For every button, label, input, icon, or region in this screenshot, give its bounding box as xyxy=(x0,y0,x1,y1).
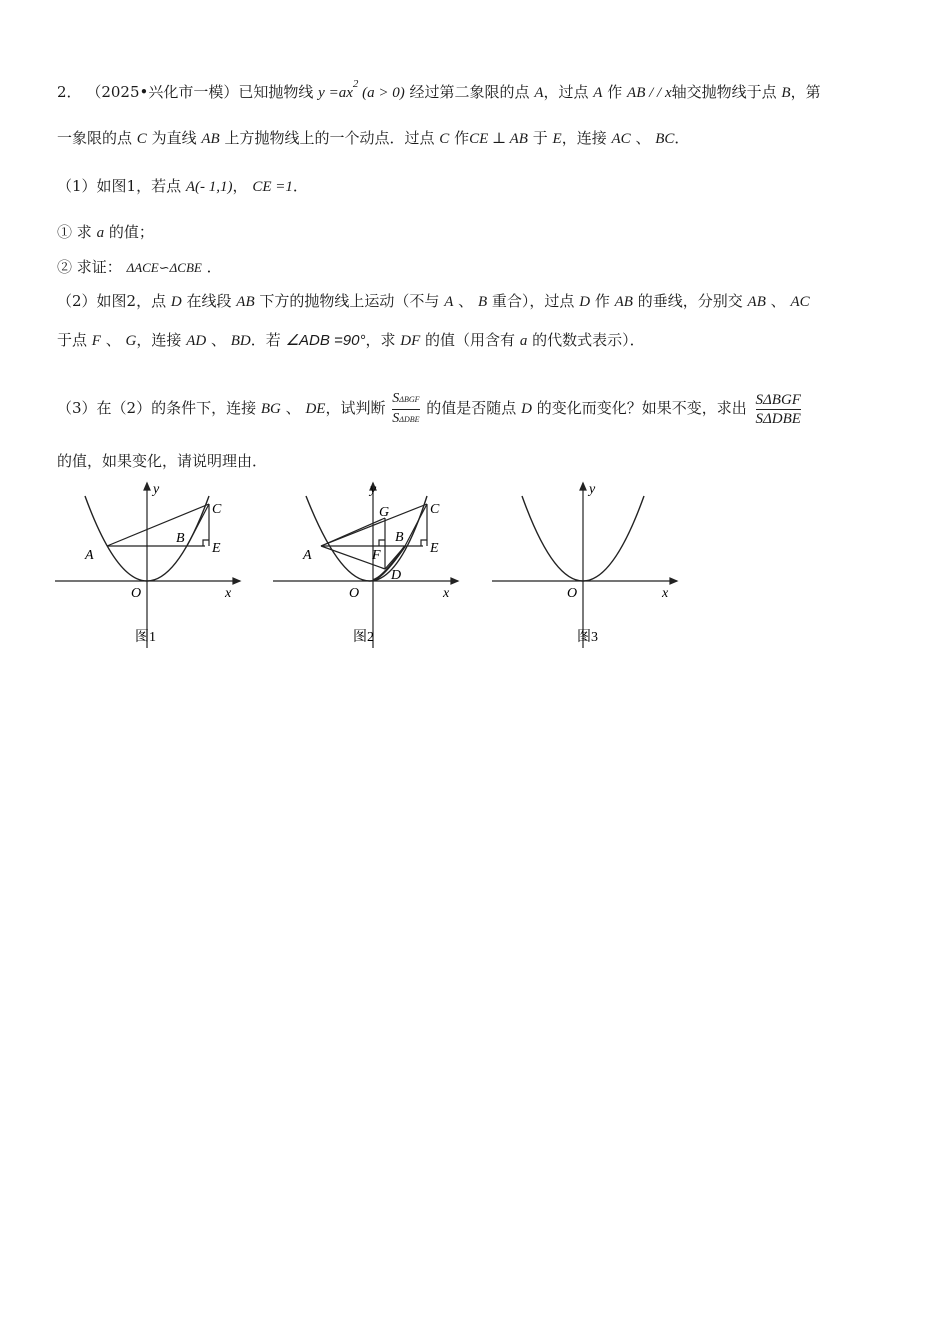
problem-line-2: 一象限的点 C 为直线 AB 上方抛物线上的一个动点．过点 C 作CE ⊥ AB 于 E，连接 AC 、 BC． xyxy=(57,129,690,147)
fig1-label-E: E xyxy=(212,541,221,556)
fraction-large: $\frac{\text{SΔBGF}}{\text{SΔDBE}}$ xyxy=(755,391,801,427)
fig1-label-A: A xyxy=(85,548,94,563)
fig2-label-y: y xyxy=(370,482,377,497)
part3-line-2: 的值，如果变化，请说明理由． xyxy=(57,452,268,470)
problem-line-1: 2． （2025•兴化市一模）已知抛物线 $y =ax^2$ (a > 0) 经过第二象限的点 A，过点 A 作 AB / / x轴交抛物线于点 B，第 xyxy=(57,78,821,101)
fig2-label-x: x xyxy=(443,586,450,601)
fig1-label-y: y xyxy=(153,482,160,497)
fig2-label-F: F xyxy=(372,548,381,563)
problem-source: （2025•兴化市一模） xyxy=(86,83,239,101)
fig3-label-O: O xyxy=(567,586,578,601)
fig2-label-C: C xyxy=(430,502,440,517)
fig1-caption: 图1 xyxy=(135,630,156,645)
fig1-label-B: B xyxy=(176,531,185,546)
fig2-label-B: B xyxy=(395,530,404,545)
part2-line-2: 于点 F 、 G，连接 AD 、 BD．若 ∠ADB =90°，求 DF 的值（用含有 a 的代数式表示）． xyxy=(57,331,645,349)
part1-q1: ① 求 a 的值； xyxy=(57,223,154,241)
problem-number: 2． xyxy=(57,83,82,101)
figure-2 xyxy=(273,478,468,653)
fig1-label-O: O xyxy=(131,586,142,601)
fig2-label-D: D xyxy=(391,568,402,583)
part1-line: （1）如图1，若点 A(- 1,1)， CE =1． xyxy=(57,177,308,195)
fig1-label-C: C xyxy=(212,502,222,517)
fig2-label-E: E xyxy=(430,541,439,556)
part1-q2: ② 求证： ΔACE∽ΔCBE ． xyxy=(57,258,222,276)
fig2-label-O: O xyxy=(349,586,360,601)
fig3-label-x: x xyxy=(662,586,669,601)
part3-line-1: （3）在（2）的条件下，连接 BG 、 DE，试判断 $\frac{\text{SΔBGF}}{\text{SΔDBE}}$ 的值是否随点 D 的变化而变化？如果不变，求出 $\frac{\text{SΔBGF}}{\text{SΔDBE}}$ xyxy=(57,390,801,427)
fraction-small: $\frac{\text{SΔBGF}}{\text{SΔDBE}}$ xyxy=(392,390,420,426)
part2-line-1: （2）如图2，点 D 在线段 AB 下方的抛物线上运动（不与 A 、 B 重合），过点 D 作 AB 的垂线，分别交 AB 、 AC xyxy=(57,292,810,310)
figure-3 xyxy=(492,478,687,653)
fig2-label-G: G xyxy=(379,505,390,520)
fig3-label-y: y xyxy=(589,482,596,497)
figure-1 xyxy=(55,478,250,653)
fig2-label-A: A xyxy=(303,548,312,563)
fig2-caption: 图2 xyxy=(353,630,374,645)
fig3-caption: 图3 xyxy=(577,630,598,645)
fig1-label-x: x xyxy=(225,586,232,601)
equation: $y =ax^2$ (a > 0) xyxy=(318,78,405,101)
